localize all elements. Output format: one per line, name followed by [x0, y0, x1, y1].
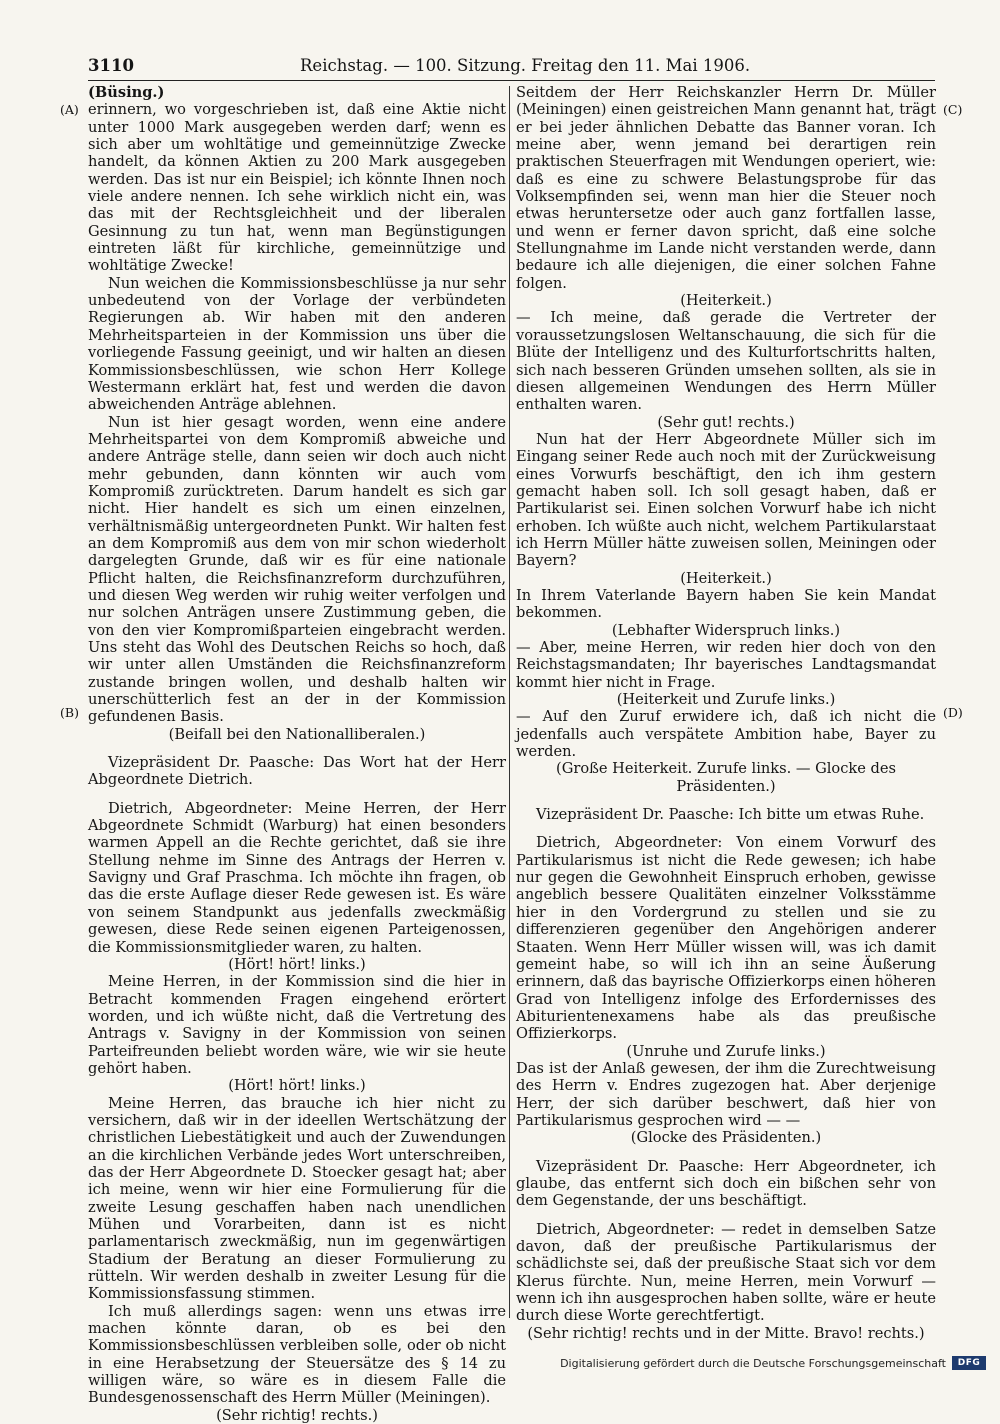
paragraph: — Auf den Zuruf erwidere ich, daß ich nicht die jedenfalls auch verspätete Ambition habe, Bayer zu werden.: [516, 708, 936, 761]
paragraph: Nun weichen die Kommissionsbeschlüsse ja nur sehr unbedeutend von der Vorlage der verbündeten Regierungen ab. Wir haben mit den anderen Mehrheitsparteien in der Kommission uns über die vorliegende Fassung geeinigt, und wir halten an diesen Kommissionsbeschlüssen, wie schon Herr Kollege Westermann erklärt hat, fest und werden die davon abweichenden Anträge ablehnen.: [88, 274, 506, 414]
margin-marker-b: (B): [60, 705, 79, 720]
running-title: Reichstag. — 100. Sitzung. Freitag den 11. Mai 1906.: [300, 56, 751, 75]
right-column: [516, 84, 936, 1342]
interjection: (Heiterkeit.): [680, 569, 772, 587]
page-header: [88, 55, 935, 77]
interjection: (Hört! hört! links.): [228, 1077, 366, 1095]
margin-marker-c: (C): [943, 102, 963, 117]
interjection: (Glocke des Präsidenten.): [630, 1129, 822, 1147]
interjection: (Heiterkeit.): [680, 292, 772, 310]
paragraph: Das ist der Anlaß gewesen, der ihm die Zurechtweisung des Herrn v. Endres zugezogen hat. Aber derjenige Herr, der sich darüber beschwert, daß hier von Partikularismus gesprochen wird — —: [516, 1059, 936, 1129]
margin-marker-d: (D): [943, 705, 963, 720]
interjection: (Hört! hört! links.): [228, 955, 366, 973]
interjection: (Beifall bei den Nationalliberalen.): [168, 725, 426, 743]
paragraph: Ich muß allerdings sagen: wenn uns etwas irre machen könnte daran, ob es bei den Kommissionsbeschlüssen verbleiben solle, oder ob nicht in eine Herabsetzung der Steuersätze des § 14 zu willigen wäre, so wäre es in diesem Falle die Bundesgenossenschaft des Herrn Müller (Meiningen).: [88, 1302, 506, 1407]
speaker-tag: (Büsing.): [88, 84, 165, 101]
speaker-paragraph: Dietrich, Abgeordneter: Von einem Vorwurf des Partikularismus ist nicht die Rede gewesen; ich habe nur gegen die Gewohnheit Einspruch erhoben, gewisse angeblich bessere Qualitäten einzelner Volksstämme hier in den Vordergrund zu stellen und sie zu differenzieren gegenüber den Angehörigen anderer Staaten. Wenn Herr Müller wissen will, was ich damit gemeint habe, so will ich ihn an seine Äußerung erinnern, daß das bayrische Offizierkorps einen höheren Grad von Intelligenz infolge des Erfordernisses des Abiturientenexamens habe als das preußische Offizierkorps.: [516, 834, 936, 1043]
funding-credit: Digitalisierung gefördert durch die Deutsche Forschungsgemeinschaft: [560, 1356, 946, 1370]
speaker-paragraph: Dietrich, Abgeordneter: Meine Herren, der Herr Abgeordnete Schmidt (Warburg) hat einen besonders warmen Appell an die Rechte gerichtet, daß sie ihre Stellung nehme im Sinne des Antrags der Herren v. Savigny und Graf Praschma. Ich möchte ihn fragen, ob das die erste Auflage dieser Rede gewesen ist. Es wäre von seinem Standpunkt aus jedenfalls zweckmäßig gewesen, diese Rede seinen eigenen Parteigenossen, die Kommissionsmitglieder waren, zu halten.: [88, 799, 506, 956]
paragraph: Meine Herren, das brauche ich hier nicht zu versichern, daß wir in der ideellen Wertschätzung der christlichen Liebestätigkeit und auch der Zuwendungen an die kirchlichen Verbände jedes Wort unterschreiben, das der Herr Abgeordnete D. Stoecker gesagt hat; aber ich meine, wenn wir hier eine Formulierung für die zweite Lesung geschaffen haben nach unendlichen Mühen und Vorarbeiten, dann ist es nicht parlamentarisch zweckmäßig, nun im gegenwärtigen Stadium der Beratung an dieser Formulierung zu rütteln. Wir werden deshalb in zweiter Lesung für die Kommissionsfassung stimmen.: [88, 1094, 506, 1303]
interjection: (Sehr gut! rechts.): [657, 413, 795, 431]
interjection: (Lebhafter Widerspruch links.): [611, 621, 841, 639]
interjection: (Heiterkeit und Zurufe links.): [616, 691, 836, 709]
speaker-paragraph: Vizepräsident Dr. Paasche: Das Wort hat der Herr Abgeordnete Dietrich.: [88, 754, 506, 789]
paragraph: erinnern, wo vorgeschrieben ist, daß eine Aktie nicht unter 1000 Mark ausgegeben werden darf; wenn es sich aber um wohltätige und gemeinnützige Zwecke handelt, da können Aktien zu 200 Mark ausgegeben werden. Das ist nur ein Beispiel; ich könnte Ihnen noch viele andere nennen. Ich sehe wirklich nicht ein, was das mit der Rechtsgleichheit und der liberalen Gesinnung zu tun hat, wenn man Begünstigungen eintreten läßt für kirchliche, gemeinnützige und wohltätige Zwecke!: [88, 101, 506, 275]
interjection: (Große Heiterkeit. Zurufe links. — Glocke des Präsidenten.): [556, 760, 896, 795]
speaker-paragraph: Dietrich, Abgeordneter: — redet in demselben Satze davon, daß der preußische Partikularismus der schädlichste sei, daß der preußische Staat sich vor dem Klerus fürchte. Nun, meine Herren, mein Vorwurf — wenn ich ihn ausgesprochen haben sollte, wäre er heute durch diese Worte gerechtfertigt.: [516, 1220, 936, 1325]
speaker-paragraph: Vizepräsident Dr. Paasche: Herr Abgeordneter, ich glaube, das entfernt sich doch ein bißchen sehr von dem Gegenstande, der uns beschäftigt.: [516, 1157, 936, 1210]
margin-marker-a: (A): [60, 102, 79, 117]
speaker-paragraph: Vizepräsident Dr. Paasche: Ich bitte um etwas Ruhe.: [536, 806, 925, 824]
interjection: (Sehr richtig! rechts und in der Mitte. Bravo! rechts.): [527, 1324, 925, 1342]
left-column: [88, 84, 506, 1424]
interjection: (Unruhe und Zurufe links.): [626, 1042, 826, 1060]
page-number: 3110: [88, 56, 134, 75]
column-divider: [509, 86, 510, 1318]
paragraph: — Ich meine, daß gerade die Vertreter der voraussetzungslosen Weltanschauung, die sich für die Blüte der Intelligenz und des Kulturfortschritts halten, sich nach besseren Gründen umsehen sollten, als sie in diesen allgemeinen Wendungen des Herrn Müller enthalten waren.: [516, 309, 936, 414]
header-rule: [88, 80, 935, 81]
interjection: (Sehr richtig! rechts.): [216, 1406, 378, 1424]
paragraph: Nun hat der Herr Abgeordnete Müller sich im Eingang seiner Rede auch noch mit der Zurückweisung eines Vorwurfs beschäftigt, den ich ihm gestern gemacht haben soll. Ich soll gesagt haben, daß er Partikularist sei. Einen solchen Vorwurf habe ich nicht erhoben. Ich wüßte auch nicht, welchem Partikularstaat ich Herrn Müller hätte zuweisen sollen, Meiningen oder Bayern?: [516, 430, 936, 570]
paragraph: Meine Herren, in der Kommission sind die hier in Betracht kommenden Fragen eingehend erörtert worden, und ich wüßte nicht, daß die Vertretung des Antrags v. Savigny in der Kommission von seinen Parteifreunden beliebt worden wäre, wie wir sie heute gehört haben.: [88, 973, 506, 1077]
digitization-footer: [560, 1353, 986, 1373]
paragraph: — Aber, meine Herren, wir reden hier doch von den Reichstagsmandaten; Ihr bayerisches Landtagsmandat kommt hier nicht in Frage.: [516, 639, 936, 691]
paragraph: Nun ist hier gesagt worden, wenn eine andere Mehrheitspartei von dem Kompromiß abweiche und andere Anträge stelle, dann seien wir doch auch nicht mehr gebunden, dann könnten wir auch vom Kompromiß zurücktreten. Darum handelt es sich gar nicht. Hier handelt es sich um einen einzelnen, verhältnismäßig untergeordneten Punkt. Wir halten fest an dem Kompromiß aus dem von mir schon wiederholt dargelegten Grunde, daß wir es für eine nationale Pflicht halten, die Reichsfinanzreform durchzuführen, und diesen Weg werden wir ruhig weiter verfolgen und nur solchen Anträgen unsere Zustimmung geben, die von den vier Kompromißparteien eingebracht werden. Uns steht das Wohl des Deutschen Reichs so hoch, daß wir unter allen Umständen die Reichsfinanzreform zustande bringen wollen, und deshalb halten wir unerschütterlich fest an der in der Kommission gefundenen Basis.: [88, 413, 506, 726]
dfg-logo: DFG: [952, 1356, 986, 1370]
paragraph: Seitdem der Herr Reichskanzler Herrn Dr. Müller (Meiningen) einen geistreichen Mann genannt hat, trägt er bei jeder ähnlichen Debatte das Banner voran. Ich meine aber, wenn jemand bei derartigen rein praktischen Steuerfragen mit Wendungen operiert, wie: daß es eine zu schwere Belastungsprobe für das Volksempfinden sei, wenn man hier die Steuer noch etwas heruntersetze oder auch ganz fortfallen lasse, und wenn er ferner davon spricht, daß eine solche Stellungnahme im Lande nicht verstanden werde, dann bedaure ich alle diejenigen, die einer solchen Fahne folgen.: [516, 84, 936, 292]
paragraph: In Ihrem Vaterlande Bayern haben Sie kein Mandat bekommen.: [516, 586, 936, 622]
